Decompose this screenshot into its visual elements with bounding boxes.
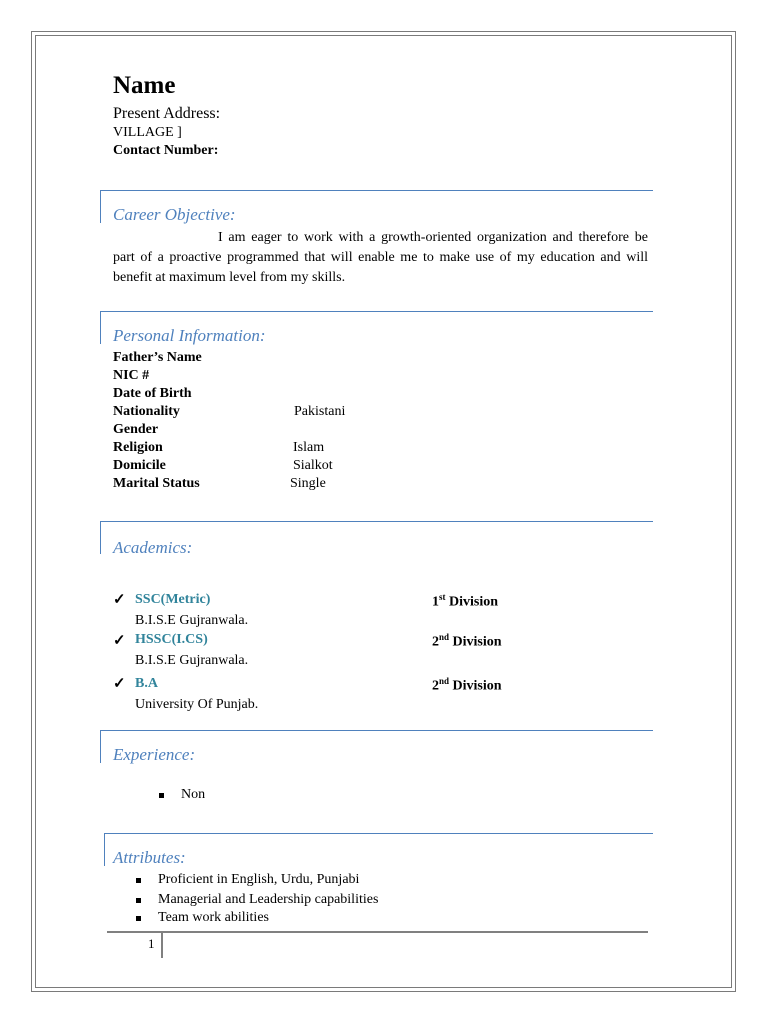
page-number: 1 — [148, 936, 155, 951]
marital-status-value: Single — [290, 476, 326, 491]
gender-label: Gender — [113, 422, 159, 437]
board-ssc: B.I.S.E Gujranwala. — [135, 613, 249, 628]
career-objective-text: I am eager to work with a growth-oriented organization and therefore be part of a proactive programmed that will enable me to make use of my education and will benefit at maximum level from my skills. — [113, 230, 648, 285]
personal-info-divider-tick — [100, 311, 101, 344]
nationality-value: Pakistani — [294, 404, 346, 419]
candidate-name: Name — [113, 72, 176, 99]
personal-info-title: Personal Information: — [113, 326, 266, 345]
contact-number-label: Contact Number: — [113, 143, 219, 158]
division-hssc: 2nd Division — [432, 632, 502, 650]
religion-label: Religion — [113, 440, 163, 455]
check-icon: ✓ — [113, 676, 126, 692]
domicile-value: Sialkot — [293, 458, 333, 473]
footer-divider-tick — [161, 932, 163, 958]
academics-divider-tick — [100, 521, 101, 554]
father-name-label: Father’s Name — [113, 350, 202, 365]
nationality-label: Nationality — [113, 404, 180, 419]
division-ssc: 1st Division — [432, 592, 499, 610]
board-hssc: B.I.S.E Gujranwala. — [135, 653, 249, 668]
attribute-item-leadership: Managerial and Leadership capabilities — [158, 892, 379, 907]
religion-value: Islam — [293, 440, 325, 455]
experience-item: Non — [181, 787, 206, 802]
degree-ssc: SSC(Metric) — [135, 592, 211, 607]
marital-status-label: Marital Status — [113, 476, 200, 491]
check-icon: ✓ — [113, 633, 126, 649]
academics-title: Academics: — [113, 538, 193, 557]
page-border-inner — [35, 35, 732, 988]
domicile-label: Domicile — [113, 458, 166, 473]
degree-ba: B.A — [135, 676, 158, 691]
dob-label: Date of Birth — [113, 386, 192, 401]
career-objective-divider-tick — [100, 190, 101, 223]
degree-hssc: HSSC(I.CS) — [135, 632, 208, 647]
village-text: VILLAGE ] — [113, 125, 182, 140]
attributes-divider-tick — [104, 833, 105, 866]
bullet-icon — [136, 878, 141, 883]
personal-info-divider — [100, 311, 653, 312]
footer-divider — [107, 931, 648, 933]
career-objective-title: Career Objective: — [113, 205, 236, 224]
career-objective-divider — [100, 190, 653, 191]
present-address-label: Present Address: — [113, 105, 221, 122]
attribute-item-languages: Proficient in English, Urdu, Punjabi — [158, 872, 360, 887]
bullet-icon — [136, 898, 141, 903]
bullet-icon — [136, 916, 141, 921]
experience-divider-tick — [100, 730, 101, 763]
attribute-item-teamwork: Team work abilities — [158, 910, 269, 925]
academics-divider — [100, 521, 653, 522]
attributes-title: Attributes: — [113, 848, 186, 867]
experience-title: Experience: — [113, 745, 196, 764]
board-ba: University Of Punjab. — [135, 697, 259, 712]
check-icon: ✓ — [113, 592, 126, 608]
nic-label: NIC # — [113, 368, 150, 383]
division-ba: 2nd Division — [432, 676, 502, 694]
attributes-divider — [104, 833, 653, 834]
experience-divider — [100, 730, 653, 731]
bullet-icon — [159, 793, 164, 798]
